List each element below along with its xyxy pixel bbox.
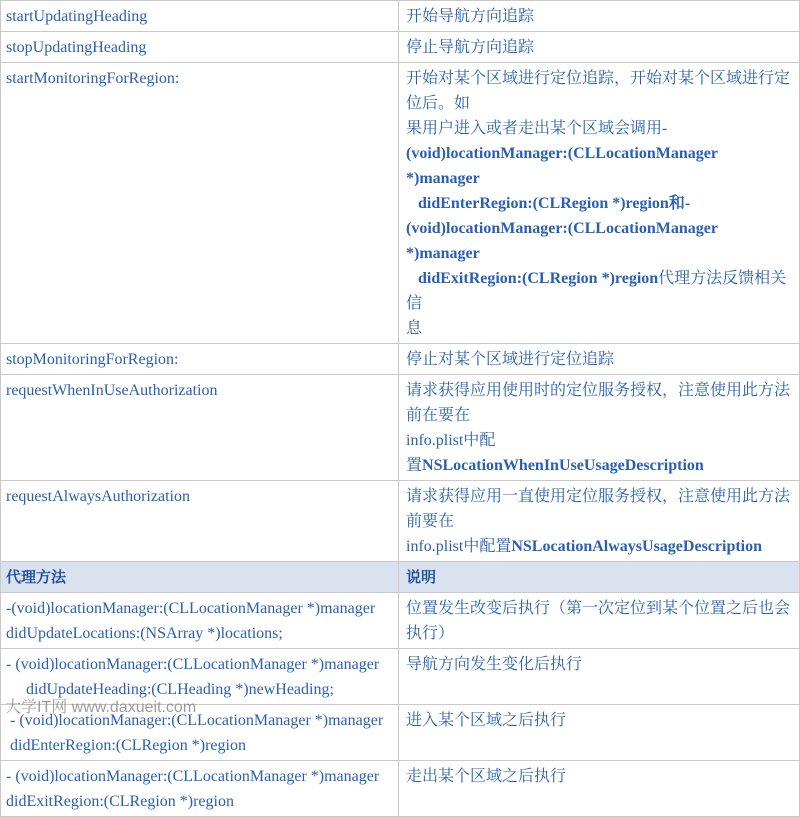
cell-text: requestAlwaysAuthorization xyxy=(6,488,190,505)
table-row xyxy=(1,761,799,817)
table-row xyxy=(1,593,799,649)
table-row xyxy=(1,481,799,562)
cell-text: startMonitoringForRegion: xyxy=(6,70,180,87)
table-row xyxy=(1,375,799,481)
cell-text: 置 xyxy=(406,457,423,474)
description-cell xyxy=(398,344,799,374)
cell-text: -(void)locationManager:(CLLocationManager *)manager xyxy=(6,600,376,617)
code-text-bold: (void)locationManager:(CLLocationManager xyxy=(406,220,718,237)
cell-text: - (void)locationManager:(CLLocationManager *)manager xyxy=(6,712,384,729)
description-cell xyxy=(398,761,799,816)
table-row xyxy=(1,1,799,32)
description-cell xyxy=(398,32,799,62)
description-cell xyxy=(398,375,799,480)
cell-text: info.plist中配置 xyxy=(406,538,512,555)
table-row xyxy=(1,63,799,344)
cell-text: 代理方法反馈相关信 xyxy=(406,270,787,312)
cell-text: 说明 xyxy=(406,569,437,586)
cell-text: - (void)locationManager:(CLLocationManager *)manager xyxy=(6,656,380,673)
code-text-bold: didExitRegion:(CLRegion *)region xyxy=(406,270,659,287)
cell-text: 开始导航方向追踪 xyxy=(406,8,535,25)
header-cell-description xyxy=(398,562,799,592)
cell-text: 请求获得应用使用时的定位服务授权，注意使用此方法前在要在 xyxy=(406,382,791,424)
description-cell xyxy=(398,481,799,561)
description-cell xyxy=(398,705,799,760)
method-cell xyxy=(1,761,398,816)
method-cell xyxy=(1,705,398,760)
description-cell xyxy=(398,649,799,704)
cell-text: 停止对某个区域进行定位追踪 xyxy=(406,351,615,368)
method-cell xyxy=(1,32,398,62)
table-header-row xyxy=(1,562,799,593)
cell-text: 果用户进入或者走出某个区域会调用- xyxy=(406,120,668,137)
cell-text: 代理方法 xyxy=(6,569,67,586)
cell-text: requestWhenInUseAuthorization xyxy=(6,382,218,399)
header-cell-method xyxy=(1,562,398,592)
cell-text: stopUpdatingHeading xyxy=(6,39,147,56)
cell-text: stopMonitoringForRegion: xyxy=(6,351,179,368)
cell-text: didExitRegion:(CLRegion *)region xyxy=(6,793,234,810)
description-cell xyxy=(398,593,799,648)
code-text-bold: *)manager xyxy=(406,170,480,187)
table-row xyxy=(1,705,799,761)
method-cell xyxy=(1,649,398,704)
code-text-bold: (void)locationManager:(CLLocationManager xyxy=(406,145,718,162)
cell-text: 息 xyxy=(406,320,423,337)
method-cell xyxy=(1,63,398,343)
cell-text: 走出某个区域之后执行 xyxy=(406,768,567,785)
cell-text: startUpdatingHeading xyxy=(6,8,148,25)
description-cell xyxy=(398,63,799,343)
cell-text: didUpdateLocations:(NSArray *)locations; xyxy=(6,625,283,642)
cell-text: 停止导航方向追踪 xyxy=(406,39,535,56)
code-text-bold: NSLocationAlwaysUsageDescription xyxy=(511,538,763,555)
code-text-bold: didEnterRegion:(CLRegion *)region和- xyxy=(406,195,691,212)
code-text-bold: *)manager xyxy=(406,245,480,262)
method-cell xyxy=(1,1,398,31)
cell-text: didEnterRegion:(CLRegion *)region xyxy=(6,737,246,754)
cell-text: 导航方向发生变化后执行 xyxy=(406,656,583,673)
cell-text: 请求获得应用一直使用定位服务授权，注意使用此方法前要在 xyxy=(406,488,791,530)
method-cell xyxy=(1,481,398,561)
method-cell xyxy=(1,375,398,480)
cell-text: 进入某个区域之后执行 xyxy=(406,712,567,729)
table-row xyxy=(1,344,799,375)
code-text-bold: NSLocationWhenInUseUsageDescription xyxy=(422,457,704,474)
cell-text: 位置发生改变后执行（第一次定位到某个位置之后也会执行） xyxy=(406,600,791,642)
description-cell xyxy=(398,1,799,31)
table-row xyxy=(1,32,799,63)
method-cell xyxy=(1,344,398,374)
method-cell xyxy=(1,593,398,648)
cell-text: - (void)locationManager:(CLLocationManager *)manager xyxy=(6,768,380,785)
cell-text: didUpdateHeading:(CLHeading *)newHeading; xyxy=(6,681,334,698)
cell-text: info.plist中配 xyxy=(406,432,496,449)
site-watermark: 大学IT网 www.daxueit.com xyxy=(5,699,197,716)
table-row xyxy=(1,649,799,705)
cell-text: 开始对某个区域进行定位追踪，开始对某个区域进行定位后。如 xyxy=(406,70,791,112)
